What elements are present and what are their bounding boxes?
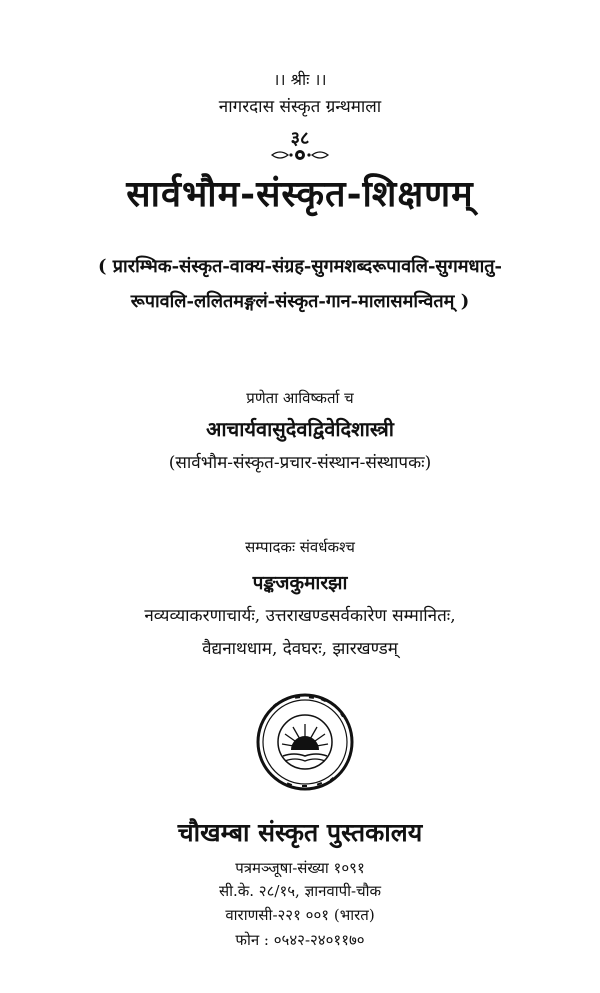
subtitle-line-2: रूपावलि-ललितमङ्गलं-संस्कृत-गान-मालासमन्वितम् )	[130, 291, 470, 312]
editor-name: पङ्कजकुमारझा	[252, 572, 348, 594]
series-number: ३८	[290, 128, 310, 149]
editor-description-1: नव्यव्याकरणाचार्यः, उत्तराखण्डसर्वकारेण सम्मानितः,	[144, 606, 456, 626]
ornament-divider-icon	[270, 147, 330, 163]
publisher-seal-icon	[255, 692, 355, 792]
editor-description-2: वैद्यनाथधाम, देवघरः, झारखण्डम्	[202, 639, 398, 659]
author-description: (सार्वभौम-संस्कृत-प्रचार-संस्थान-संस्थापकः)	[168, 453, 432, 473]
publisher-address-2: सी.के. २८/१५, ज्ञानवापी-चौक	[218, 882, 382, 900]
author-name: आचार्यवासुदेवद्विवेदिशास्त्री	[206, 417, 394, 441]
publisher-phone: फोन : ०५४२-२४०११७०	[235, 931, 365, 949]
publisher-address-1: पत्रमञ्जूषा-संख्या १०९१	[235, 859, 365, 877]
publisher-name: चौखम्बा संस्कृत पुस्तकालय	[177, 818, 423, 847]
series-name: नागरदास संस्कृत ग्रन्थमाला	[218, 97, 382, 117]
subtitle-line-1: ( प्रारम्भिक-संस्कृत-वाक्य-संग्रह-सुगमशब्दरूपावलि-सुगमधातु-	[98, 256, 502, 277]
book-title: सार्वभौम-संस्कृत-शिक्षणम्	[126, 173, 474, 215]
publisher-address-3: वाराणसी-२२१ ००१ (भारत)	[225, 906, 375, 924]
blessing-text: ।। श्रीः ।।	[273, 70, 327, 89]
editor-role: सम्पादकः संवर्धकश्च	[245, 538, 355, 556]
author-role: प्रणेता आविष्कर्ता च	[246, 389, 354, 407]
